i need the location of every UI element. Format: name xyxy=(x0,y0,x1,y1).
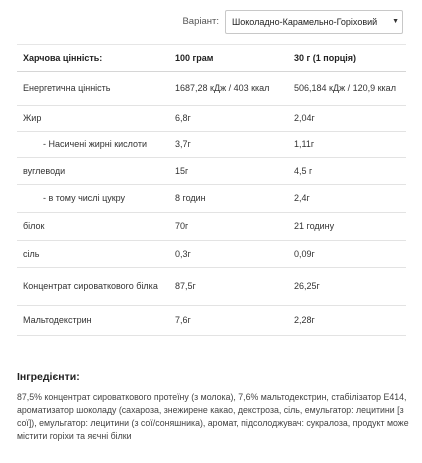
table-row xyxy=(17,306,406,336)
row-name: Жир xyxy=(17,106,169,132)
row-per-serving: 2,04г xyxy=(288,106,406,132)
header-per-serving: 30 г (1 порція) xyxy=(288,45,406,72)
chevron-down-icon: ▼ xyxy=(392,18,399,25)
table-row xyxy=(17,185,406,213)
row-per100: 8 годин xyxy=(169,185,288,213)
row-per100: 0,3г xyxy=(169,241,288,268)
table-row xyxy=(17,72,406,106)
row-per-serving: 2,28г xyxy=(288,306,406,336)
ingredients-title: Інгредієнти: xyxy=(17,371,80,383)
row-name: білок xyxy=(17,213,169,241)
table-row xyxy=(17,132,406,158)
row-name: Енергетична цінність xyxy=(17,72,169,106)
variant-row xyxy=(0,8,422,38)
row-per100: 3,7г xyxy=(169,132,288,158)
table-row xyxy=(17,158,406,185)
row-per100: 87,5г xyxy=(169,268,288,306)
table-row xyxy=(17,106,406,132)
row-per100: 15г xyxy=(169,158,288,185)
row-name: вуглеводи xyxy=(17,158,169,185)
row-per100: 1687,28 кДж / 403 ккал xyxy=(169,72,288,106)
row-per100: 6,8г xyxy=(169,106,288,132)
row-name: - Насичені жирні кислоти xyxy=(17,132,169,158)
row-per100: 7,6г xyxy=(169,306,288,336)
row-per-serving: 506,184 кДж / 120,9 ккал xyxy=(288,72,406,106)
variant-selected-value: Шоколадно-Карамельно-Горіховий xyxy=(232,17,378,27)
nutrition-header-row xyxy=(17,45,406,72)
header-nutrition: Харчова цінність: xyxy=(17,45,169,72)
variant-select[interactable] xyxy=(225,10,403,34)
table-row xyxy=(17,268,406,306)
row-per-serving: 4,5 г xyxy=(288,158,406,185)
row-name: Концентрат сироваткового білка xyxy=(17,268,169,306)
row-name: Мальтодекстрин xyxy=(17,306,169,336)
row-per-serving: 26,25г xyxy=(288,268,406,306)
row-per100: 70г xyxy=(169,213,288,241)
row-per-serving: 0,09г xyxy=(288,241,406,268)
ingredients-text: 87,5% концентрат сироваткового протеїну (з молока), 7,6% мальтодекстрин, стабілізатор E414, ароматизатор шоколаду (сахароза, знежирене какао, декстроза, сіль, емульгатор: лецитини [з сої]), емульгатор: лецитини (з сої/соняшника), аромат, підсолоджувач: сукралоза, продукт може містити горіхи та яєчні білки xyxy=(17,392,409,441)
row-per-serving: 21 годину xyxy=(288,213,406,241)
row-per-serving: 1,11г xyxy=(288,132,406,158)
table-row xyxy=(17,213,406,241)
row-per-serving: 2,4г xyxy=(288,185,406,213)
table-row xyxy=(17,241,406,268)
variant-label: Варіант: xyxy=(182,16,219,27)
nutrition-table xyxy=(17,44,406,336)
header-per-100g: 100 грам xyxy=(169,45,288,72)
row-name: сіль xyxy=(17,241,169,268)
row-name: - в тому числі цукру xyxy=(17,185,169,213)
